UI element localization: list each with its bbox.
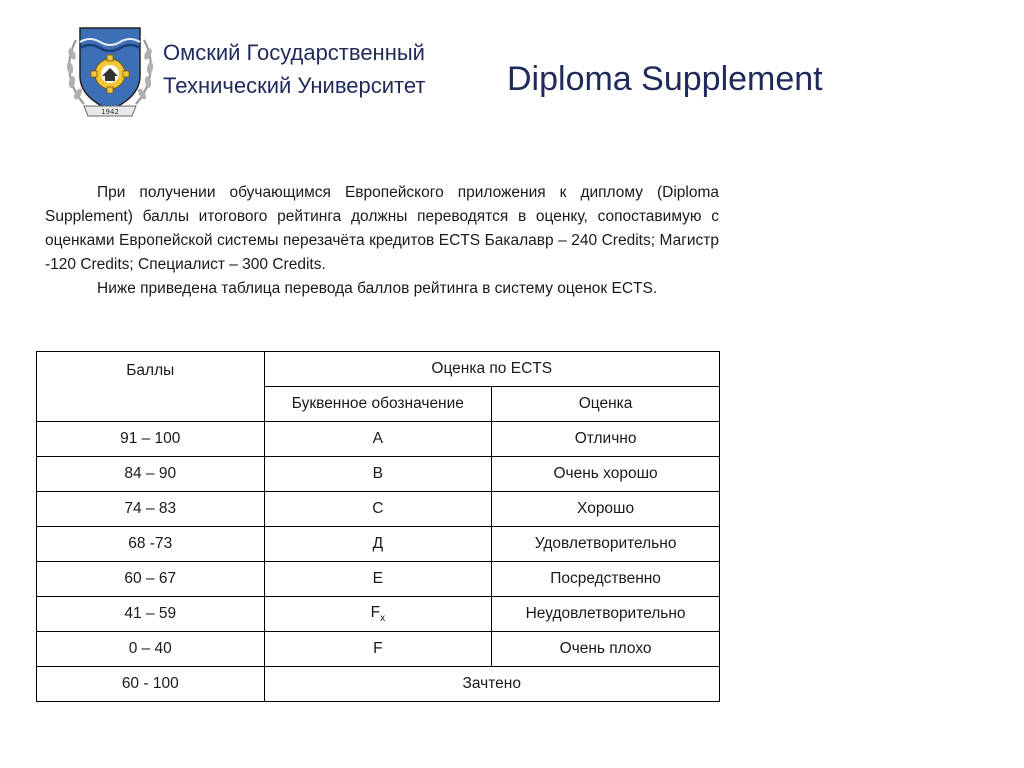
cell-score: 91 – 100 (37, 422, 265, 457)
table-row-pass (37, 667, 720, 702)
svg-text:1942: 1942 (101, 108, 119, 116)
cell-letter (264, 457, 492, 492)
letter-value: F (370, 603, 381, 621)
header-score: Баллы (37, 352, 265, 422)
cell-letter (264, 562, 492, 597)
cell-grade: Отлично (492, 422, 720, 457)
letter-value: F (373, 640, 383, 657)
table-row (37, 457, 720, 492)
cell-letter (264, 597, 492, 632)
letter-value: B (372, 465, 383, 482)
header-letter: Буквенное обозначение (264, 387, 492, 422)
cell-score: 68 -73 (37, 527, 265, 562)
table-row (37, 492, 720, 527)
university-crest-icon (62, 22, 158, 120)
header-grade: Оценка (492, 387, 720, 422)
cell-letter (264, 527, 492, 562)
cell-letter (264, 492, 492, 527)
table-row (37, 632, 720, 667)
cell-score: 60 - 100 (37, 667, 265, 702)
body-text (45, 181, 719, 301)
cell-grade: Очень плохо (492, 632, 720, 667)
table-header-row (37, 352, 720, 387)
cell-score: 60 – 67 (37, 562, 265, 597)
cell-score: 84 – 90 (37, 457, 265, 492)
cell-score: 74 – 83 (37, 492, 265, 527)
grading-table (36, 351, 720, 702)
cell-grade: Посредственно (492, 562, 720, 597)
letter-subscript: x (380, 613, 386, 625)
cell-grade: Очень хорошо (492, 457, 720, 492)
letter-value: Д (372, 535, 384, 552)
table-row (37, 597, 720, 632)
cell-letter (264, 422, 492, 457)
header-ects: Оценка по ECTS (264, 352, 719, 387)
letter-value: C (372, 500, 384, 517)
table-row (37, 527, 720, 562)
cell-grade: Неудовлетворительно (492, 597, 720, 632)
letter-value: E (372, 570, 383, 587)
page-title: Diploma Supplement (507, 60, 823, 98)
cell-grade: Удовлетворительно (492, 527, 720, 562)
cell-letter (264, 632, 492, 667)
letter-value: A (372, 430, 383, 447)
cell-score: 41 – 59 (37, 597, 265, 632)
table-row (37, 562, 720, 597)
university-name-line2: Технический Университет (163, 73, 426, 98)
cell-score: 0 – 40 (37, 632, 265, 667)
paragraph-intro: При получении обучающимся Европейского приложения к диплому (Diploma Supplement) баллы итогового рейтинга должны переводятся в оценку, сопоставимую с оценками Европейской системы перезачёта кредитов ECTS Бакалавр – 240 Credits; Магистр -120 Credits; Специалист – 300 Credits. (45, 184, 719, 273)
paragraph-table-intro: Ниже приведена таблица перевода баллов рейтинга в систему оценок ECTS. (97, 280, 658, 297)
cell-grade: Зачтено (264, 667, 719, 702)
table-body (37, 422, 720, 667)
table-row (37, 422, 720, 457)
cell-grade: Хорошо (492, 492, 720, 527)
university-name (163, 36, 425, 102)
university-name-line1: Омский Государственный (163, 40, 425, 65)
